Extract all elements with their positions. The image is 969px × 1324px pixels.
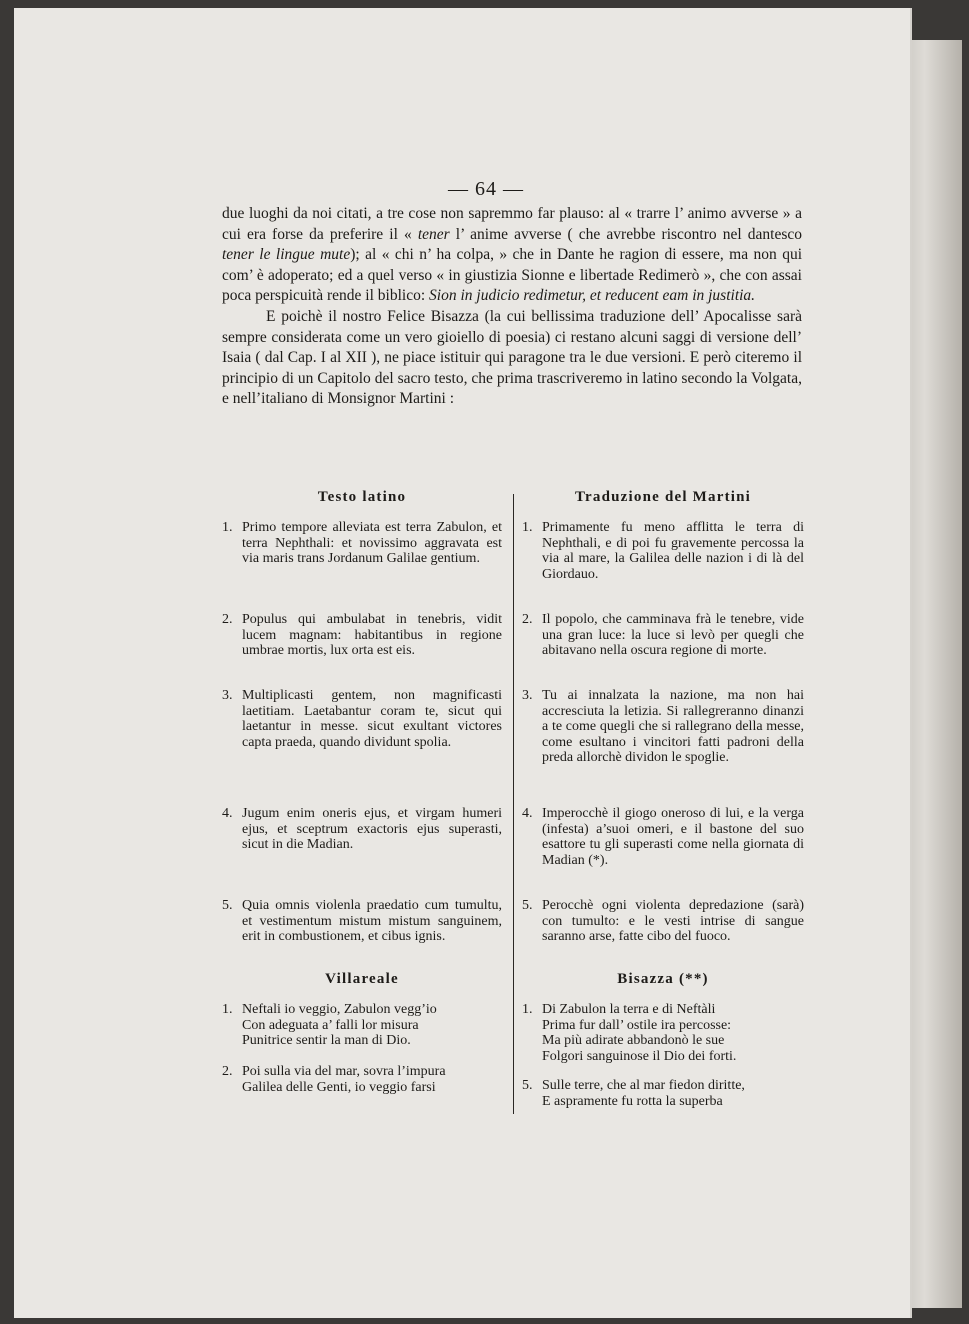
verse-number: 3. (522, 688, 533, 703)
body-text (222, 204, 802, 410)
column-martini (522, 490, 804, 1109)
verse-text (242, 1002, 502, 1064)
verse-latin-4 (222, 806, 502, 898)
paragraph-2: E poichè il nostro Felice Bisazza (la cui bellissima traduzione dell’ Apocalisse sarà sempre considerata come un vero gioiello di poesia) ci restano alcuni saggi di versione dell’ Isaia ( dal Cap. I al XII ), ne piace istituir qui paragone tra le due versioni. E però citeremo il principio di un Capitolo del sacro testo, che prima trascriveremo in latino secondo la Volgata, e nell’italiano di Monsignor Martini : (222, 307, 802, 408)
verse-latin-5 (222, 898, 502, 966)
verse-text (242, 1064, 502, 1095)
heading-testo-latino: Testo latino (317, 489, 407, 505)
paragraph-1 (222, 204, 802, 307)
verse-number: 1. (222, 520, 233, 535)
verse-text (542, 1078, 804, 1109)
page-number: — 64 — (448, 178, 524, 200)
verse-text: Primamente fu meno afflitta le terra di Nephthali, e di poi fu gravemente percossa la via al mare, la Galilea delle nazion i di là del Giordauo. (542, 520, 804, 582)
verse-number: 4. (222, 806, 233, 821)
verse-number: 1. (522, 1002, 533, 1017)
verse-martini-2 (522, 612, 804, 688)
verse-text: Perocchè ogni violenta depredazione (sarà) con tumulto: e le vesti intrise di sangue saranno arse, fatte cibo del fuoco. (542, 898, 804, 945)
verse-line: Sulle terre, che al mar fiedon diritte, (542, 1078, 745, 1093)
verse-number: 2. (222, 612, 233, 627)
verse-line: Neftali io veggio, Zabulon vegg’io (242, 1002, 437, 1017)
verse-latin-1 (222, 520, 502, 612)
verse-number: 1. (522, 520, 533, 535)
verse-latin-3 (222, 688, 502, 806)
verse-number: 5. (522, 898, 533, 913)
verse-number: 2. (522, 612, 533, 627)
verse-text: Multiplicasti gentem, non magnificasti laetitiam. Laetabantur coram te, sicut qui laetantur in messe. sicut exultant victores capta praeda, quando dividunt spolia. (242, 688, 502, 750)
verse-text: Il popolo, che camminava frà le tenebre, vide una gran luce: la luce si levò per quegli che abitavano nella oscura regione di morte. (542, 612, 804, 659)
paragraph-1-text-b: l’ anime avverse ( che avrebbe riscontro nel dantesco (449, 225, 802, 243)
column-latin (222, 490, 502, 1095)
heading-traduzione-martini: Traduzione del Martini (574, 489, 752, 505)
verse-bisazza-5 (522, 1078, 804, 1109)
verse-text: Quia omnis violenla praedatio cum tumultu, et vestimentum mistum mistum sanguinem, erit in combustionem, et cibus ignis. (242, 898, 502, 945)
verse-text: Imperocchè il giogo oneroso di lui, e la verga (infesta) a’suoi omeri, e il bastone del suo esattore tu gli superasti come nella giornata di Madian (*). (542, 806, 804, 868)
verse-martini-1 (522, 520, 804, 612)
verse-line: Folgori sanguinose il Dio dei forti. (542, 1048, 737, 1064)
paragraph-1-italic-a: tener (417, 225, 450, 243)
verse-line: Di Zabulon la terra e di Neftàli (542, 1002, 716, 1017)
verse-line: Ma più adirate abbandonò le sue (542, 1033, 725, 1049)
verse-number: 2. (222, 1064, 233, 1079)
paragraph-1-italic-c: Sion in judicio redimetur, et reducent eam in justitia. (429, 287, 756, 305)
verse-number: 4. (522, 806, 533, 821)
column-divider (513, 494, 514, 1114)
verse-latin-2 (222, 612, 502, 688)
verse-martini-3 (522, 688, 804, 806)
verse-villareale-2 (222, 1064, 502, 1095)
verse-text: Tu ai innalzata la nazione, ma non hai accresciuta la letizia. Si rallegreranno dinanzi a te come quegli che si rallegrano della messe, come esultano i vincitori fatti padroni della preda allorchè dividon le spoglie. (542, 688, 804, 766)
verse-line: Con adeguata a’ falli lor misura (242, 1017, 419, 1033)
paragraph-1-italic-b: tener le lingue mute (222, 246, 351, 264)
verse-line: Galilea delle Genti, io veggio farsi (242, 1079, 436, 1095)
verse-martini-5 (522, 898, 804, 966)
verse-number: 3. (222, 688, 233, 703)
paragraph-1-text-a: due luoghi da noi citati, a tre cose non sapremmo far plauso: al « trarre l’ animo avverse » a cui era forse da preferire il « (222, 205, 802, 243)
verse-text (542, 1002, 804, 1064)
verse-line: Prima fur dall’ ostile ira percosse: (542, 1017, 732, 1033)
verse-line: Punitrice sentir la man di Dio. (242, 1033, 411, 1049)
verse-bisazza-1 (522, 1002, 804, 1064)
verse-line: Poi sulla via del mar, sovra l’impura (242, 1064, 446, 1079)
verse-line: E aspramente fu rotta la superba (542, 1093, 723, 1109)
verse-number: 5. (522, 1078, 533, 1093)
verse-number: 1. (222, 1002, 233, 1017)
verse-text: Jugum enim oneris ejus, et virgam humeri ejus, et sceptrum exactoris ejus superasti, sicut in die Madian. (242, 806, 502, 853)
verse-villareale-1 (222, 1002, 502, 1064)
heading-bisazza: Bisazza (**) (617, 971, 709, 987)
paragraph-1-text-c: ); al « chi n’ ha colpa, » che in Dante he ragion di essere, ma non qui com’ è adoperato; ed a quel verso « in giustizia Sionne e libertade Redimerò », che con assai poca perspicuità rende il biblico: (222, 246, 803, 305)
verse-martini-4 (522, 806, 804, 898)
heading-villareale: Villareale (325, 971, 399, 987)
verse-number: 5. (222, 898, 233, 913)
verse-text: Primo tempore alleviata est terra Zabulon, et terra Nephthali: et novissimo aggravata est via maris trans Jordanum Galilae gentium. (242, 520, 502, 567)
verse-text: Populus qui ambulabat in tenebris, vidit lucem magnam: habitantibus in regione umbrae mortis, lux orta est eis. (242, 612, 502, 659)
